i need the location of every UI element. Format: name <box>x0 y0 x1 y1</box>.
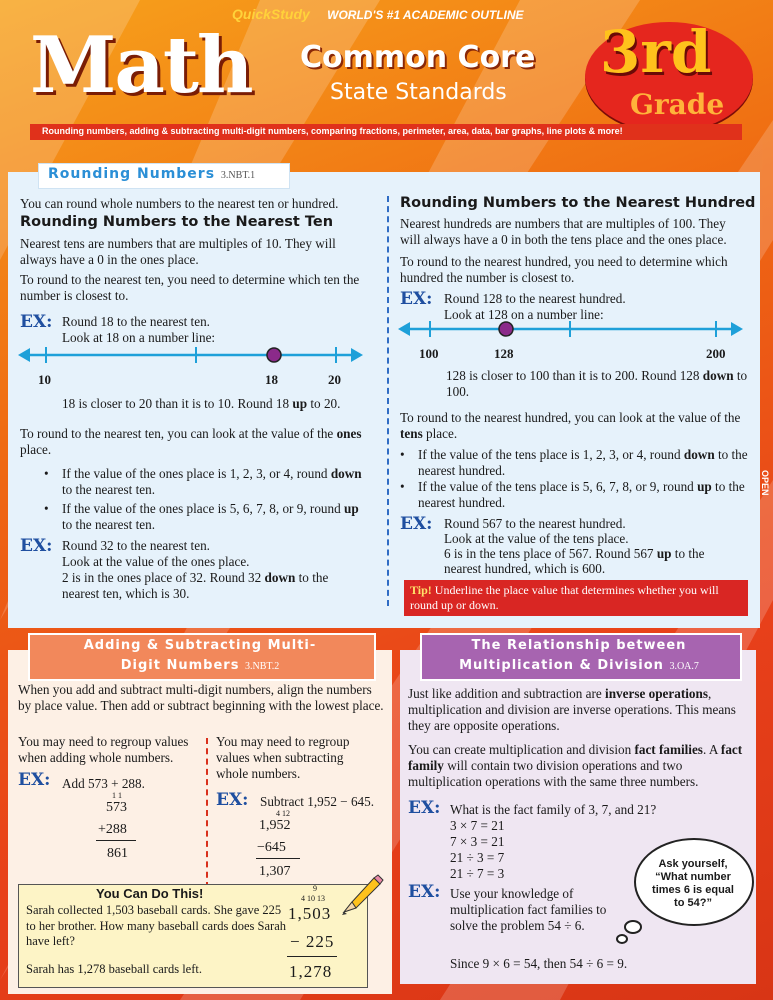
hundred-ex1-a: Round 128 to the nearest hundred. <box>444 291 626 306</box>
sub-rule <box>256 858 300 859</box>
fact-4: 21 ÷ 7 = 3 <box>450 866 505 881</box>
page-title: Math <box>30 20 252 111</box>
add-bottom: +288 <box>98 822 127 837</box>
sub-top: 1,952 <box>259 818 291 833</box>
tip-label: Tip! <box>410 583 432 597</box>
relationship-p1: Just like addition and subtraction are inverse operations, multiplication and division are inverse operations. This means they are opposite operations. <box>408 686 736 733</box>
nl-hundred-left: 100 <box>419 346 439 361</box>
ten-bullet-1: • If the value of the ones place is 1, 2, 3, or 4, round down to the nearest ten. <box>62 466 362 498</box>
practice-bottom: − 225 <box>290 932 335 951</box>
practice-rule <box>287 956 337 957</box>
brand-tagline <box>232 6 524 22</box>
column-divider <box>387 196 389 606</box>
hundred-bullet-2: • If the value of the tens place is 5, 6, 7, 8, or 9, round up to the nearest hundred. <box>418 479 748 511</box>
thought-bubble-text: Ask yourself, “What number times 6 is equal to 54?” <box>652 858 734 909</box>
grade-word: Grade <box>630 88 725 121</box>
fact-1: 3 × 7 = 21 <box>450 818 505 833</box>
add-top: 573 <box>106 800 127 815</box>
hundred-bullet-1: • If the value of the tens place is 1, 2, 3, or 4, round down to the nearest hundred. <box>418 447 748 479</box>
sub-bottom: −645 <box>257 840 286 855</box>
rounding-heading: Rounding Numbers 3.NBT.1 <box>48 166 256 182</box>
open-tab: OPEN <box>760 470 770 496</box>
add-rule <box>96 840 136 841</box>
sub-result: 1,307 <box>259 864 291 879</box>
add-result: 861 <box>107 846 128 861</box>
ten-ex1-a: Round 18 to the nearest ten. <box>62 314 210 329</box>
ex-label: EX: <box>18 770 51 790</box>
nl-hundred-right: 200 <box>706 346 726 361</box>
add-carry: 1 1 <box>112 791 122 800</box>
ex-label: EX: <box>408 798 441 818</box>
ex-label: EX: <box>20 536 53 556</box>
subtitle: Rounding numbers, adding & subtracting multi-digit numbers, comparing fractions, perimeter, area, data, bar graphs, line plots & more! <box>42 126 623 136</box>
nl-hundred-mark: 128 <box>494 346 514 361</box>
ex-label: EX: <box>216 790 249 810</box>
sub-example: Subtract 1,952 − 645. <box>260 794 375 809</box>
nearest-hundred-p2: To round to the nearest hundred, you need to determine which hundred the number is closest to. <box>400 254 728 285</box>
practice-result: 1,278 <box>289 962 333 981</box>
nl-ten-mark: 18 <box>265 372 278 387</box>
nl-ten-left: 10 <box>38 372 51 387</box>
division-problem: Use your knowledge of multiplication fact families to solve the problem 54 ÷ 6. <box>450 886 607 933</box>
thought-bubble-dot <box>624 920 642 934</box>
adding-divider <box>206 738 208 888</box>
tagline: WORLD'S #1 ACADEMIC OUTLINE <box>327 8 524 22</box>
tip-box <box>404 580 748 616</box>
grade-number: 3rd <box>600 18 712 86</box>
hundred-ex2-a: Round 567 to the nearest hundred. <box>444 516 626 531</box>
ex-label: EX: <box>20 312 53 332</box>
ten-ex2-a: Round 32 to the nearest ten. <box>62 538 210 553</box>
rounding-intro: You can round whole numbers to the nearest ten or hundred. <box>20 196 339 211</box>
practice-title: You Can Do This! <box>96 886 204 901</box>
nearest-ten-title: Rounding Numbers to the Nearest Ten <box>20 214 334 230</box>
series-title: Common Core <box>300 40 536 75</box>
hundred-ex2-d: nearest hundred, which is 600. <box>444 561 606 576</box>
fact-3: 21 ÷ 3 = 7 <box>450 850 505 865</box>
number-line-hundred <box>398 317 743 345</box>
relationship-p2: You can create multiplication and division fact families. A fact family will contain two division operations and two multiplication operations with the same three numbers. <box>408 742 743 789</box>
adding-intro: When you add and subtract multi-digit numbers, align the numbers by place value. Then add or subtract beginning with the lowest place. <box>18 682 384 713</box>
nearest-hundred-p1: Nearest hundreds are numbers that are multiples of 100. They will always have a 0 in both the tens place and the ones place. <box>400 216 727 247</box>
add-example: Add 573 + 288. <box>62 776 145 791</box>
number-line-ten <box>18 343 363 371</box>
ten-ex2-c: 2 is in the ones place of 32. Round 32 down to the <box>62 570 329 585</box>
ex-label: EX: <box>400 289 433 309</box>
add-note: You may need to regroup values when adding whole numbers. <box>18 734 189 765</box>
hundred-ex1-result: 128 is closer to 100 than it is to 200. Round 128 down to 100. <box>446 368 748 399</box>
fact-family-question: What is the fact family of 3, 7, and 21? <box>450 802 657 817</box>
relationship-heading: The Relationship between Multiplication & Division 3.OA.7 <box>459 638 699 673</box>
hundred-ex2-c: 6 is in the tens place of 567. Round 567 up to the <box>444 546 705 561</box>
ten-ex1-result: 18 is closer to 20 than it is to 10. Round 18 up to 20. <box>62 396 341 411</box>
nearest-ten-p1: Nearest tens are numbers that are multiples of 10. They will always have a 0 in the ones place. <box>20 236 336 267</box>
ten-p3: To round to the nearest ten, you can look at the value of the ones place. <box>20 426 362 457</box>
practice-answer: Sarah has 1,278 baseball cards left. <box>26 962 202 976</box>
tip-text: Underline the place value that determines whether you will round up or down. <box>410 583 719 612</box>
hundred-p3: To round to the nearest hundred, you can look at the value of the tens place. <box>400 410 741 441</box>
nearest-hundred-title: Rounding Numbers to the Nearest Hundred <box>400 195 756 211</box>
division-answer: Since 9 × 6 = 54, then 54 ÷ 6 = 9. <box>450 956 628 971</box>
practice-borrow: 4 10 13 <box>301 894 325 903</box>
adding-heading: Adding & Subtracting Multi- Digit Numbers 3.NBT.2 <box>83 638 317 673</box>
nearest-ten-p2: To round to the nearest ten, you need to determine which ten the number is closest to. <box>20 272 360 303</box>
practice-text: Sarah collected 1,503 baseball cards. She gave 225 to her brother. How many baseball cards does Sarah have left? <box>26 903 286 948</box>
ten-bullet-2: • If the value of the ones place is 5, 6, 7, 8, or 9, round up to the nearest ten. <box>62 501 362 533</box>
ten-ex2-d: nearest ten, which is 30. <box>62 586 190 601</box>
practice-top: 1,503 <box>288 904 332 923</box>
fact-2: 7 × 3 = 21 <box>450 834 505 849</box>
series-subtitle: State Standards <box>330 80 507 105</box>
ex-label: EX: <box>408 882 441 902</box>
pencil-icon <box>338 872 384 918</box>
hundred-ex2-b: Look at the value of the tens place. <box>444 531 629 546</box>
ten-ex2-b: Look at the value of the ones place. <box>62 554 250 569</box>
thought-bubble-dot <box>616 934 628 944</box>
sub-note: You may need to regroup values when subtracting whole numbers. <box>216 734 350 781</box>
hundred-ex1-b: Look at 128 on a number line: <box>444 307 604 322</box>
practice-borrow-top: 9 <box>313 884 317 893</box>
sub-borrow: 4 12 <box>276 809 290 818</box>
brand-logo: QuickStudy <box>232 6 310 22</box>
ex-label: EX: <box>400 514 433 534</box>
ten-ex1-b: Look at 18 on a number line: <box>62 330 216 345</box>
nl-ten-right: 20 <box>328 372 341 387</box>
